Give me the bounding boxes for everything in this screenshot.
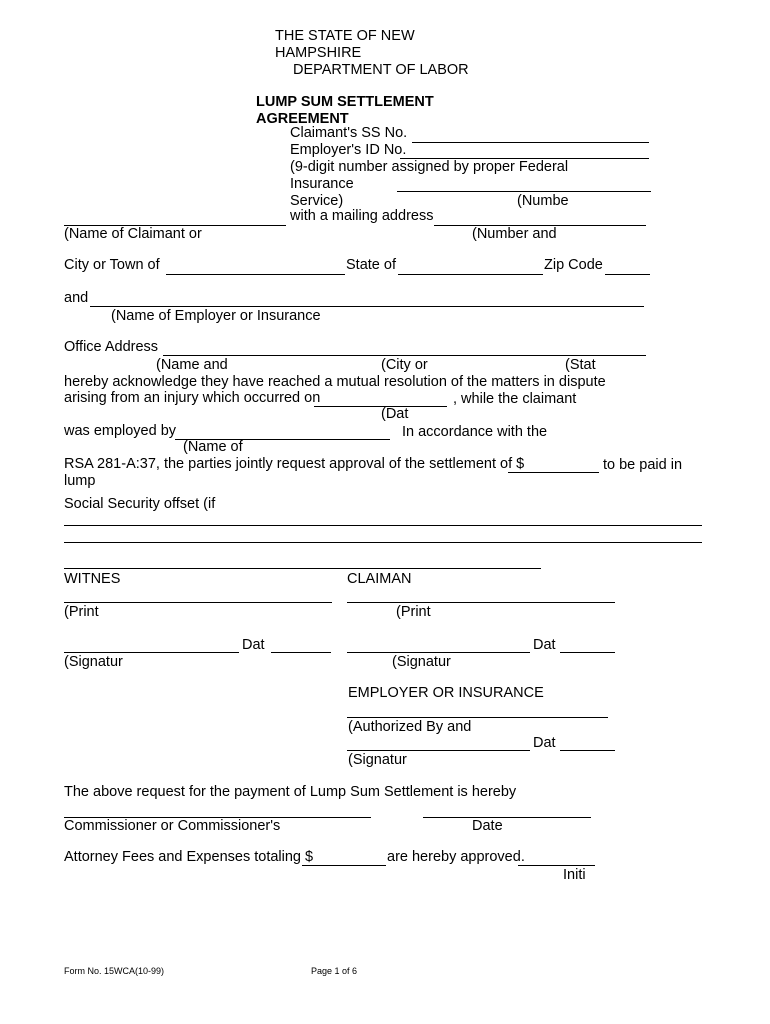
acknowledge-text: hereby acknowledge they have reached a mutual resolution of the matters in dispute [64,374,606,390]
ss-offset-line-2[interactable] [64,542,702,543]
and-label: and [64,290,89,306]
employer-insurance-label: EMPLOYER OR INSURANCE [348,685,544,701]
employer-signature-input[interactable] [347,750,530,751]
print-left-caption: (Print [64,604,99,620]
form-title-cut: AGREEMENT [256,111,349,127]
initials-caption: Initi [563,867,586,883]
ss-offset-line-3[interactable] [64,568,541,569]
approved-text: are hereby approved. [387,849,525,865]
state-input[interactable] [398,274,543,275]
arising-text: arising from an injury which occurred on [64,390,321,406]
header-hampshire: HAMPSHIRE [275,45,362,61]
city-or-caption: (City or [381,357,428,373]
page-number: Page 1 of 6 [311,966,358,976]
ss-offset-line-1[interactable] [64,525,702,526]
claimant-print-input[interactable] [347,602,615,603]
above-request-text: The above request for the payment of Lump Sum Settlement is hereby [64,784,517,800]
print-right-caption: (Print [396,604,431,620]
state-label: State of [346,257,396,273]
sig-left-caption: (Signatur [64,654,123,670]
dat-caption: (Dat [381,406,409,422]
ss-no-label: Claimant's SS No. [290,125,408,141]
form-title: LUMP SUM SETTLEMENT [256,94,434,110]
dat-emp-label: Dat [533,735,556,751]
insurance-input[interactable] [397,191,651,192]
to-be-paid-text: to be paid in [603,457,683,473]
sig-right-caption: (Signatur [392,654,451,670]
witness-print-input[interactable] [64,602,332,603]
employer-id-label: Employer's ID No. [290,142,407,158]
authorized-caption: (Authorized By and [348,719,472,735]
claimant-name-caption: (Name of Claimant or [64,226,202,242]
authorized-by-input[interactable] [347,717,608,718]
stat-caption: (Stat [565,357,596,373]
employer-date-input[interactable] [560,750,615,751]
zip-label: Zip Code [544,257,603,273]
lump-text: lump [64,473,96,489]
commissioner-date-input[interactable] [423,817,591,818]
header-department: DEPARTMENT OF LABOR [293,62,469,78]
number-and-caption: (Number and [472,226,557,242]
city-label: City or Town of [64,257,160,273]
witness-date-input[interactable] [271,652,331,653]
name-and-caption: (Name and [156,357,228,373]
name-of-caption: (Name of [183,439,243,455]
nine-digit-note: (9-digit number assigned by proper Federal [290,159,569,175]
employer-name-caption: (Name of Employer or Insurance [111,308,321,324]
claimant-date-input[interactable] [560,652,615,653]
employed-by-label: was employed by [64,423,177,439]
insurance-label: Insurance [290,176,354,192]
clipped-line: Service) [290,193,344,209]
witness-label: WITNES [64,571,121,587]
attorney-fees-input[interactable] [302,865,386,866]
date-caption: Date [472,818,503,834]
commissioner-caption: Commissioner or Commissioner's [64,818,281,834]
claimant-label: CLAIMAN [347,571,412,587]
rsa-text: RSA 281-A:37, the parties jointly request approval of the settlement of $ [64,456,525,472]
dat-right-label: Dat [533,637,556,653]
office-address-input[interactable] [163,355,646,356]
attorney-fees-text: Attorney Fees and Expenses totaling $ [64,849,314,865]
city-input[interactable] [166,274,345,275]
zip-input[interactable] [605,274,650,275]
ss-no-input[interactable] [412,142,649,143]
header-state: THE STATE OF NEW [275,28,415,44]
witness-signature-input[interactable] [64,652,239,653]
employer-name-input[interactable] [90,306,644,307]
dat-left-label: Dat [242,637,265,653]
office-address-label: Office Address [64,339,159,355]
mailing-address-label: with a mailing address [290,208,434,224]
while-claimant-text: , while the claimant [453,391,577,407]
settlement-amount-input[interactable] [508,472,599,473]
accordance-text: In accordance with the [402,424,548,440]
initials-input[interactable] [518,865,595,866]
claimant-signature-input[interactable] [347,652,530,653]
ss-offset-label: Social Security offset (if [64,496,216,512]
sig-emp-caption: (Signatur [348,752,407,768]
form-number: Form No. 15WCA(10-99) [64,966,165,976]
numbe-label: (Numbe [517,193,569,209]
